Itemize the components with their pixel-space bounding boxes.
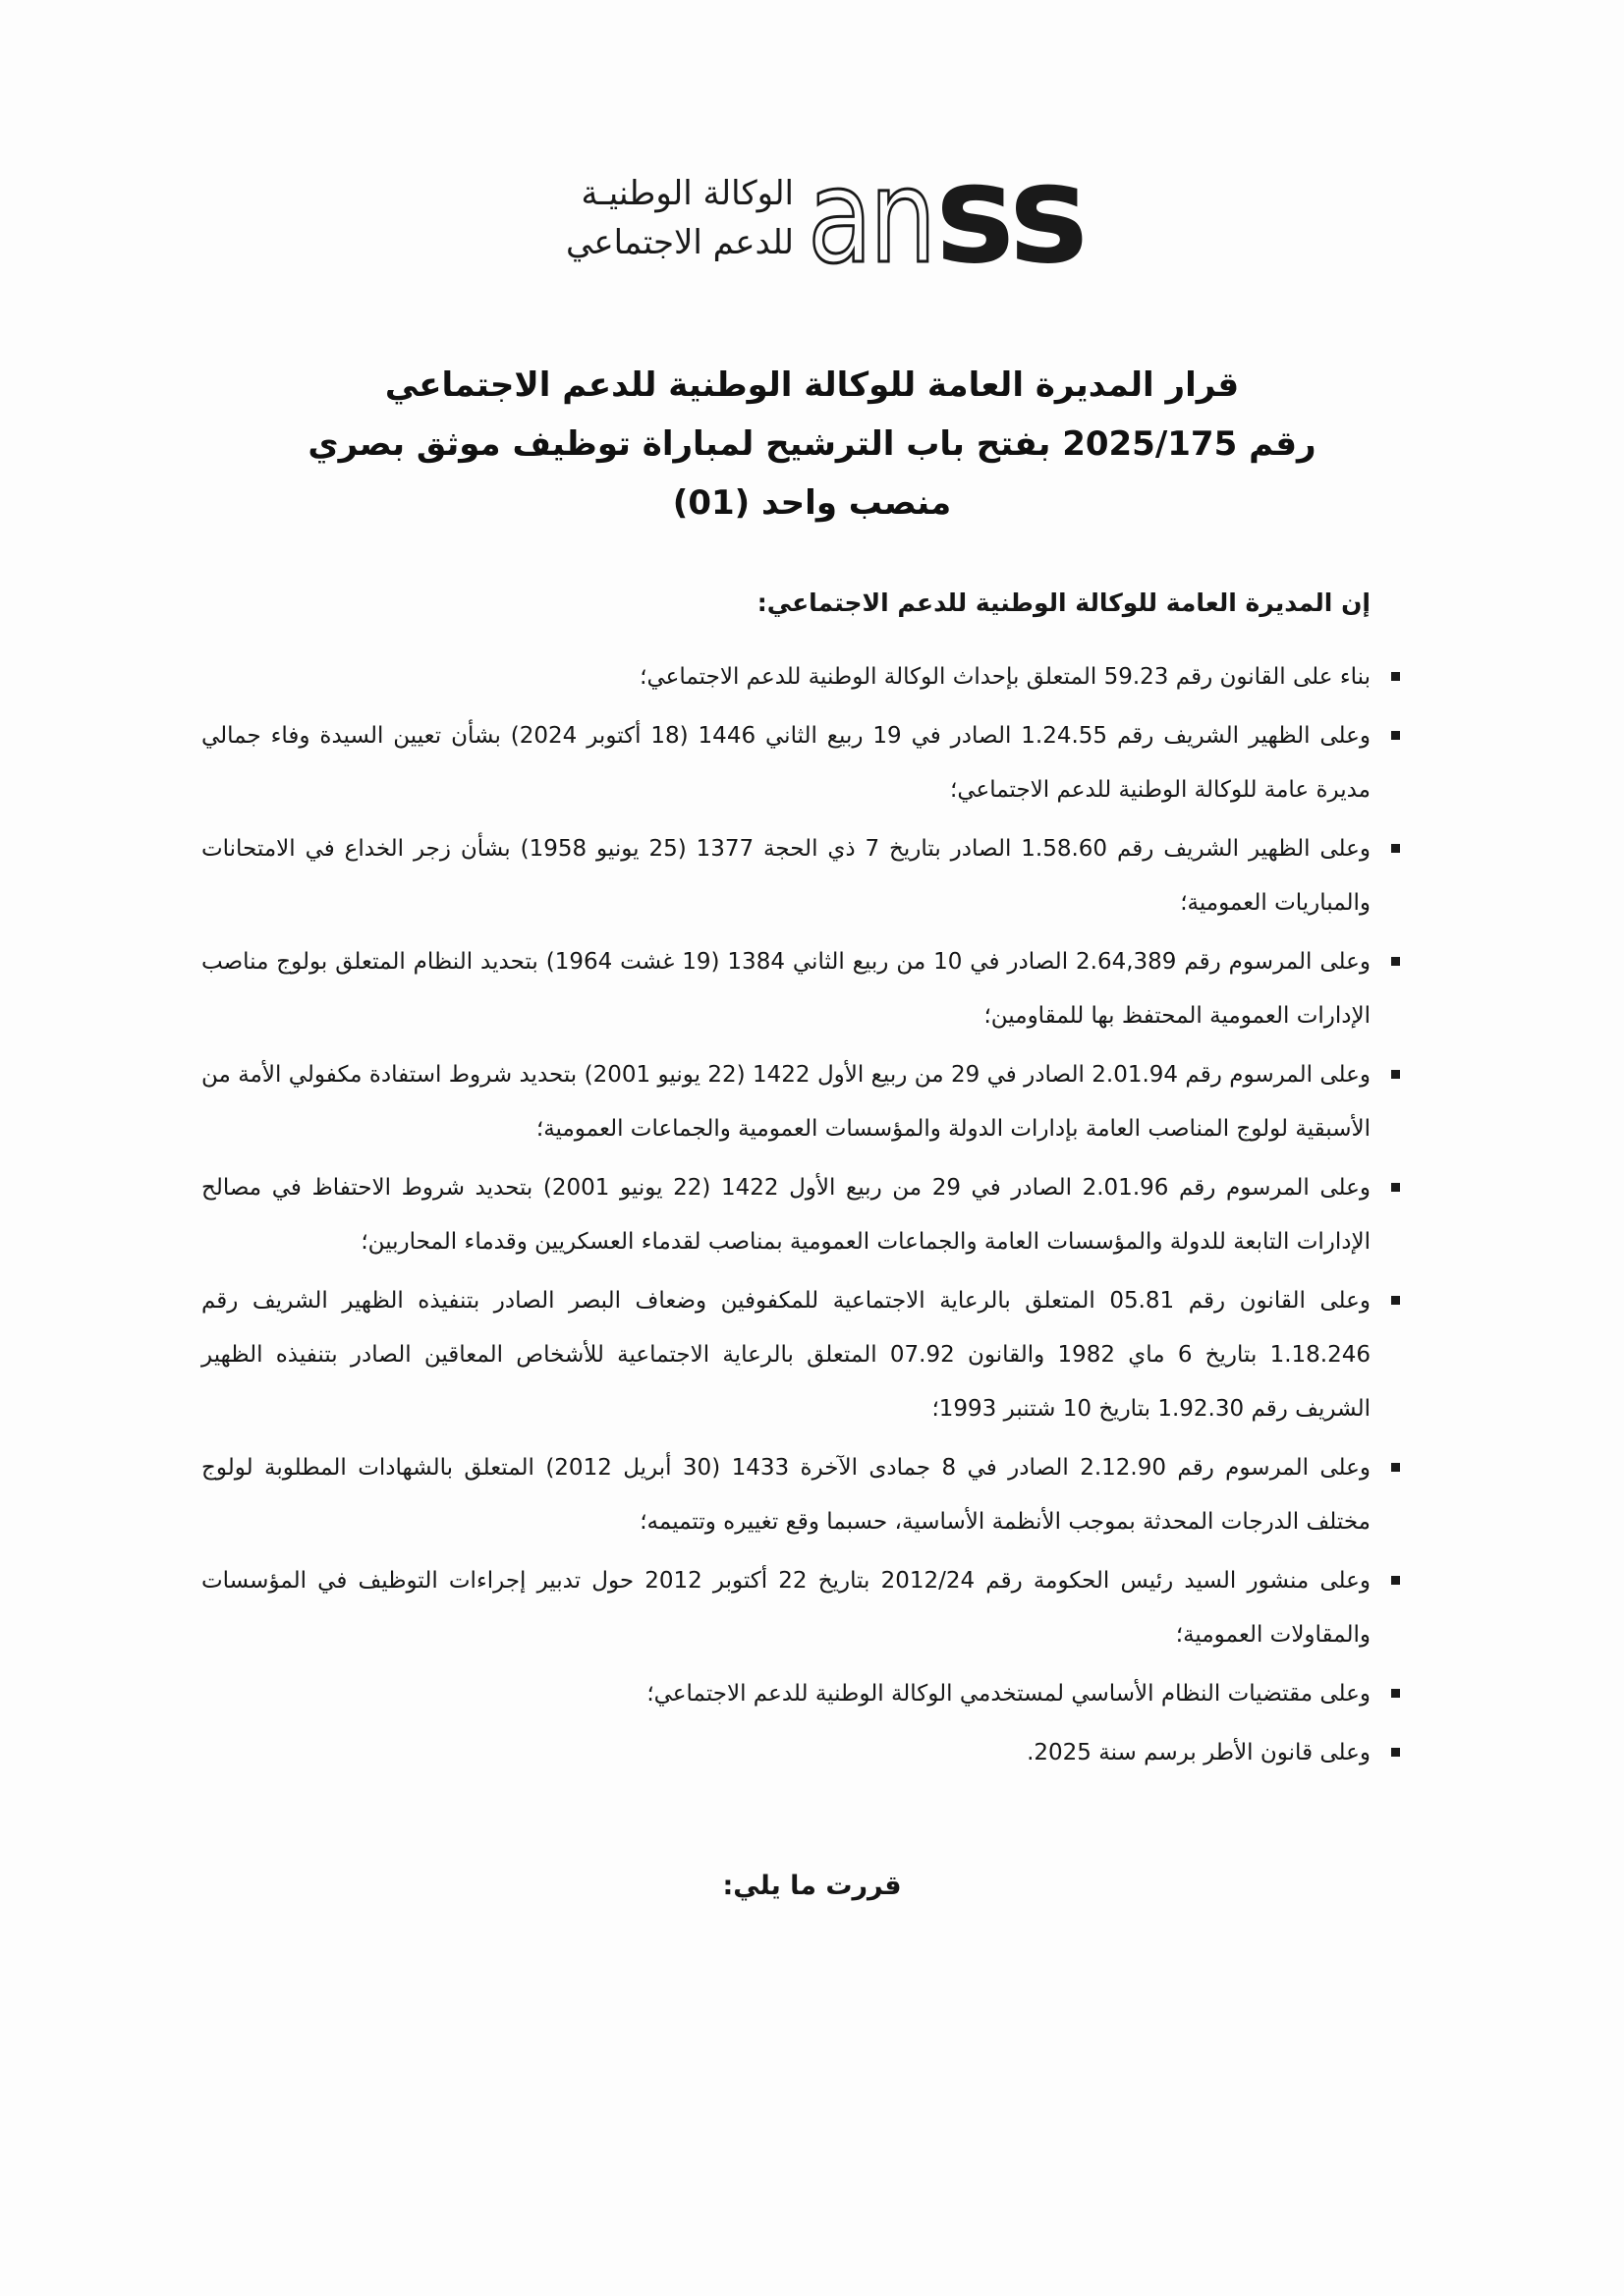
agency-name-line1: الوكالة الوطنيـة <box>581 174 794 213</box>
title-line-2: رقم 2025/175 بفتح باب الترشيح لمباراة توظيف موثق بصري <box>308 424 1316 464</box>
decision-title <box>0 356 1624 532</box>
list-item-text: بناء على القانون رقم 59.23 المتعلق بإحداث الوكالة الوطنية للدعم الاجتماعي؛ <box>640 664 1371 690</box>
list-item <box>201 1048 1400 1156</box>
list-item-text: وعلى المرسوم رقم 2.64,389 الصادر في 10 من ربيع الثاني 1384 (19 غشت 1964) بتحديد النظام المتعلق بولوج مناصب الإدارات العمومية المحتفظ بها للمقاومين؛ <box>201 949 1371 1029</box>
list-item-text: وعلى المرسوم رقم 2.01.94 الصادر في 29 من ربيع الأول 1422 (22 يونيو 2001) بتحديد شروط استفادة مكفولي الأمة من الأسبقية لولوج المناصب العامة بإدارات الدولة والمؤسسات العمومية والجماعات العمومية؛ <box>201 1062 1371 1142</box>
bullet-icon <box>1391 844 1400 853</box>
list-item-text: وعلى منشور السيد رئيس الحكومة رقم 2012/24 بتاريخ 22 أكتوبر 2012 حول تدبير إجراءات التوظيف في المؤسسات والمقاولات العمومية؛ <box>201 1568 1371 1648</box>
list-item <box>201 1441 1400 1549</box>
bullet-icon <box>1391 1689 1400 1698</box>
list-item <box>201 1274 1400 1436</box>
bullet-icon <box>1391 731 1400 740</box>
decision-heading: قررت ما يلي: <box>722 1871 902 1901</box>
agency-name-line2: للدعم الاجتماعي <box>566 223 794 262</box>
list-item <box>201 1726 1400 1780</box>
anss-logo-mark <box>804 165 1089 273</box>
bullet-icon <box>1391 957 1400 966</box>
list-item <box>201 1554 1400 1662</box>
list-item <box>201 709 1400 817</box>
list-item <box>201 1667 1400 1721</box>
list-item <box>201 822 1400 930</box>
agency-logo <box>550 165 1081 283</box>
list-item-text: وعلى مقتضيات النظام الأساسي لمستخدمي الوكالة الوطنية للدعم الاجتماعي؛ <box>646 1681 1371 1707</box>
bullet-icon <box>1391 1576 1400 1585</box>
bullet-icon <box>1391 1070 1400 1079</box>
list-item-text: وعلى الظهير الشريف رقم 1.58.60 الصادر بتاريخ 7 ذي الحجة 1377 (25 يونيو 1958) بشأن زجر الخداع في الامتحانات والمباريات العمومية؛ <box>201 836 1371 916</box>
logo-mark-an: an <box>808 165 933 273</box>
list-item <box>201 935 1400 1043</box>
list-item-text: وعلى قانون الأطر برسم سنة 2025. <box>1027 1740 1371 1765</box>
logo-mark-ss: ss <box>935 165 1083 273</box>
bullet-icon <box>1391 1748 1400 1757</box>
list-item <box>201 1161 1400 1269</box>
list-item-text: وعلى المرسوم رقم 2.12.90 الصادر في 8 جمادى الآخرة 1433 (30 أبريل 2012) المتعلق بالشهادات المطلوبة لولوج مختلف الدرجات المحدثة بموجب الأنظمة الأساسية، حسبما وقع تغييره وتتميمه؛ <box>201 1455 1371 1535</box>
title-line-3: منصب واحد (01) <box>672 483 952 523</box>
bullet-icon <box>1391 1183 1400 1192</box>
list-item <box>201 650 1400 704</box>
list-item-text: وعلى القانون رقم 05.81 المتعلق بالرعاية الاجتماعية للمكفوفين وضعاف البصر الصادر بتنفيذه الظهير الشريف رقم 1.18.246 بتاريخ 6 ماي 1982 والقانون 07.92 المتعلق بالرعاية الاجتماعية للأشخاص المعاقين الصادر بتنفيذه الظهير الشريف رقم 1.92.30 بتاريخ 10 شتنبر 1993؛ <box>201 1288 1372 1422</box>
legal-references-list <box>201 650 1400 1785</box>
list-item-text: وعلى المرسوم رقم 2.01.96 الصادر في 29 من ربيع الأول 1422 (22 يونيو 2001) بتحديد شروط الاحتفاظ في مصالح الإدارات التابعة للدولة والمؤسسات العامة والجماعات العمومية بمناصب لقدماء العسكريين وقدماء المحاربين؛ <box>201 1175 1371 1255</box>
intro-statement: إن المديرة العامة للوكالة الوطنية للدعم الاجتماعي: <box>756 588 1371 617</box>
bullet-icon <box>1391 1296 1400 1305</box>
bullet-icon <box>1391 1463 1400 1472</box>
bullet-icon <box>1391 672 1400 681</box>
title-line-1: قرار المديرة العامة للوكالة الوطنية للدعم الاجتماعي <box>384 365 1240 405</box>
list-item-text: وعلى الظهير الشريف رقم 1.24.55 الصادر في 19 ربيع الثاني 1446 (18 أكتوبر 2024) بشأن تعيين السيدة وفاء جمالي مديرة عامة للوكالة الوطنية للدعم الاجتماعي؛ <box>201 723 1371 803</box>
agency-name <box>550 169 794 267</box>
